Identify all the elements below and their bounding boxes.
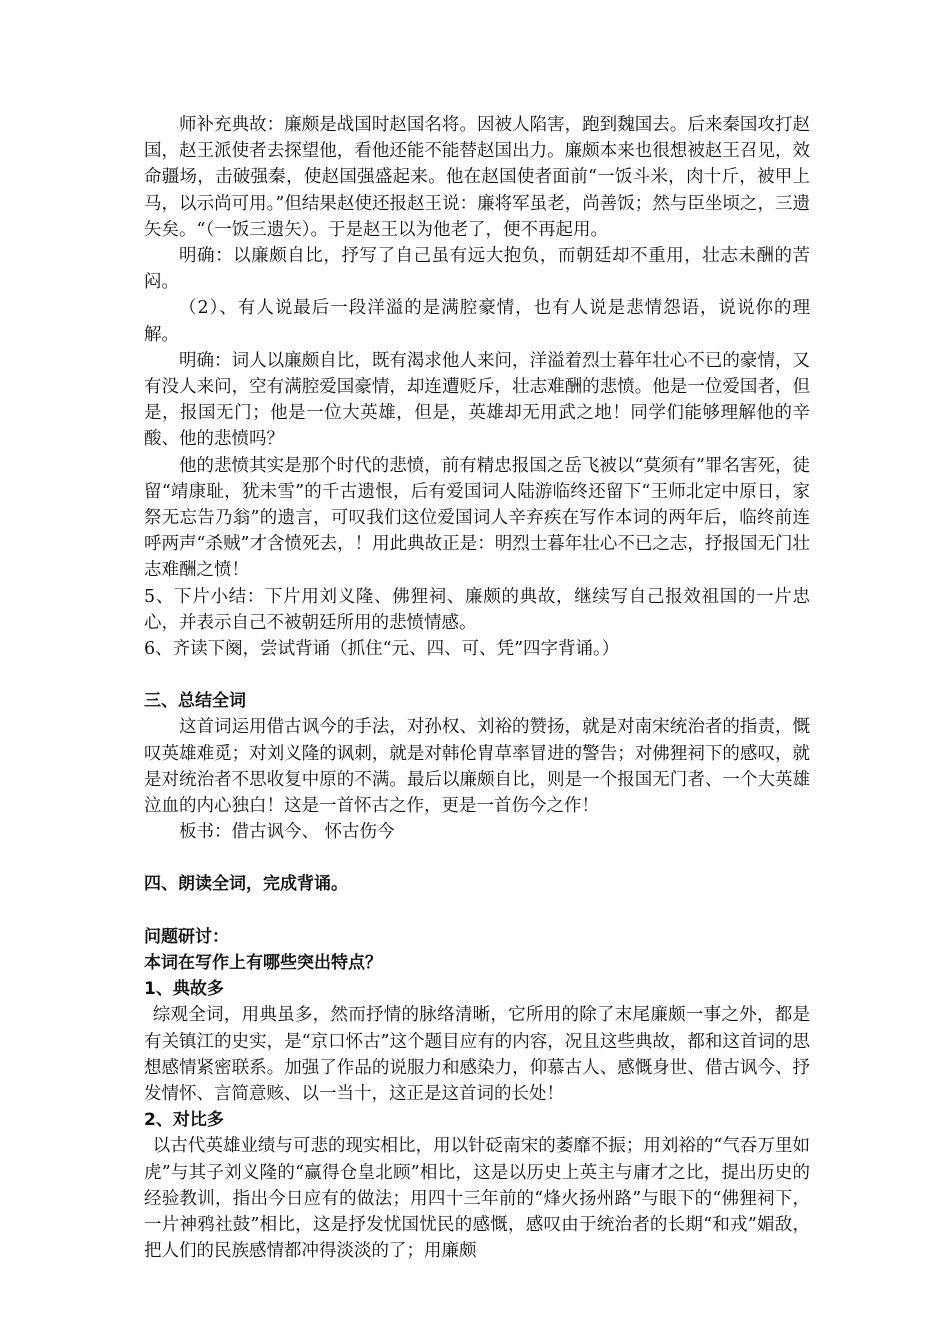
paragraph-clarify-1: 明确：以廉颇自比，抒写了自己虽有远大抱负，而朝廷却不重用，壮志未酬的苦闷。 [144, 246, 810, 293]
paragraph-blackboard: 板书：借古讽今、 怀古伤今 [179, 822, 395, 843]
spacer [144, 662, 810, 688]
paragraph-contrasts: 以古代英雄业绩与可悲的现实相比，用以针砭南宋的萎靡不振；用刘裕的“气吞万里如虎”与其子刘义隆的“赢得仓皇北顾”相比，这是以历史上英主与庸才之比，提出历史的经验教训，指出今日应有的做法；用四十三年前的“烽火扬州路”与眼下的“佛狸祠下，一片神鸦社鼓”相比，这是抒发忧国忧民的感慨，感叹由于统治者的长期“和戎”媚敌，把人们的民族感情都冲得淡淡的了；用廉颇 [144, 1136, 810, 1262]
heading-question: 本词在写作上有哪些突出特点？ [144, 952, 382, 973]
paragraph-clarify-2: 明确：词人以廉颇自比，既有渴求他人来问，洋溢着烈士暮年壮心不已的豪情，又有没人来问，空有满腔爱国豪情，却连遭贬斥，壮志难酬的悲愤。他是一位爱国者，但是，报国无门；他是一位大英雄，但是，英雄却无用武之地！同学们能够理解他的辛酸、他的悲愤吗？ [144, 350, 810, 450]
paragraph-conclusion: 这首词运用借古讽今的手法，对孙权、刘裕的赞扬，就是对南宋统治者的指责，慨叹英雄难觅；对刘义隆的讽刺，就是对韩伦胄草率冒进的警告；对佛狸祠下的感叹，就是对统治者不思收复中原的不满。最后以廉颇自比，则是一个报国无门者、一个大英雄泣血的内心独白！这是一首怀古之作，更是一首伤今之作！ [144, 717, 810, 817]
heading-contrasts: 2、对比多 [144, 1110, 224, 1131]
paragraph-lianpo-story: 师补充典故：廉颇是战国时赵国名将。因被人陷害，跑到魏国去。后来秦国攻打赵国，赵王派使者去探望他，看他还能不能替赵国出力。廉颇本来也很想被赵王召见，效命疆场，击破强秦，使赵国强盛起来。他在赵国使者面前“一饭斗米，肉十斤，被甲上马，以示尚可用。”但结果赵使还报赵王说：廉将军虽老，尚善饭；然与臣坐顷之，三遗矢矣。“（一饭三遗矢）。于是赵王以为他老了，便不再起用。 [144, 115, 810, 240]
heading-section-3: 三、总结全词 [144, 691, 246, 712]
paragraph-grief: 他的悲愤其实是那个时代的悲愤，前有精忠报国之岳飞被以“莫须有”罪名害死，徒留“靖康耻，犹未雪”的千古遗恨，后有爱国词人陆游临终还留下“王师北定中原日，家祭无忘告乃翁”的遗言，可叹我们这位爱国词人辛弃疾在写作本词的两年后，临终前连呼两声“杀贼”才含愤死去，！用此典故正是：明烈士暮年壮心不已之志，抒报国无门壮志难酬之愤！ [144, 455, 810, 581]
spacer [144, 845, 810, 871]
heading-discussion: 问题研讨： [144, 926, 229, 947]
paragraph-question-2: （2）、有人说最后一段洋溢的是满腔豪情，也有人说是悲情怨语，说说你的理解。 [144, 298, 810, 345]
heading-allusions: 1、典故多 [144, 979, 224, 1000]
paragraph-allusions: 综观全词，用典虽多，然而抒情的脉络清晰，它所用的除了末尾廉颇一事之外，都是有关镇江的史实，是“京口怀古”这个题目应有的内容，况且这些典故，都和这首词的思想感情紧密联系。加强了作品的说服力和感染力，仰慕古人、感慨身世、借古讽今、抒发情怀、言简意赅、以一当十，这正是这首词的长处！ [144, 1005, 810, 1104]
heading-section-4: 四、朗读全词，完成背诵。 [144, 874, 348, 895]
spacer [144, 898, 810, 924]
paragraph-summary-5: 5、下片小结：下片用刘义隆、佛狸祠、廉颇的典故，继续写自己报效祖国的一片忠心，并表示自己不被朝廷所用的悲愤情感。 [144, 586, 810, 633]
paragraph-recite-6: 6、齐读下阕，尝试背诵（抓住“元、四、可、凭”四字背诵。） [144, 639, 620, 660]
